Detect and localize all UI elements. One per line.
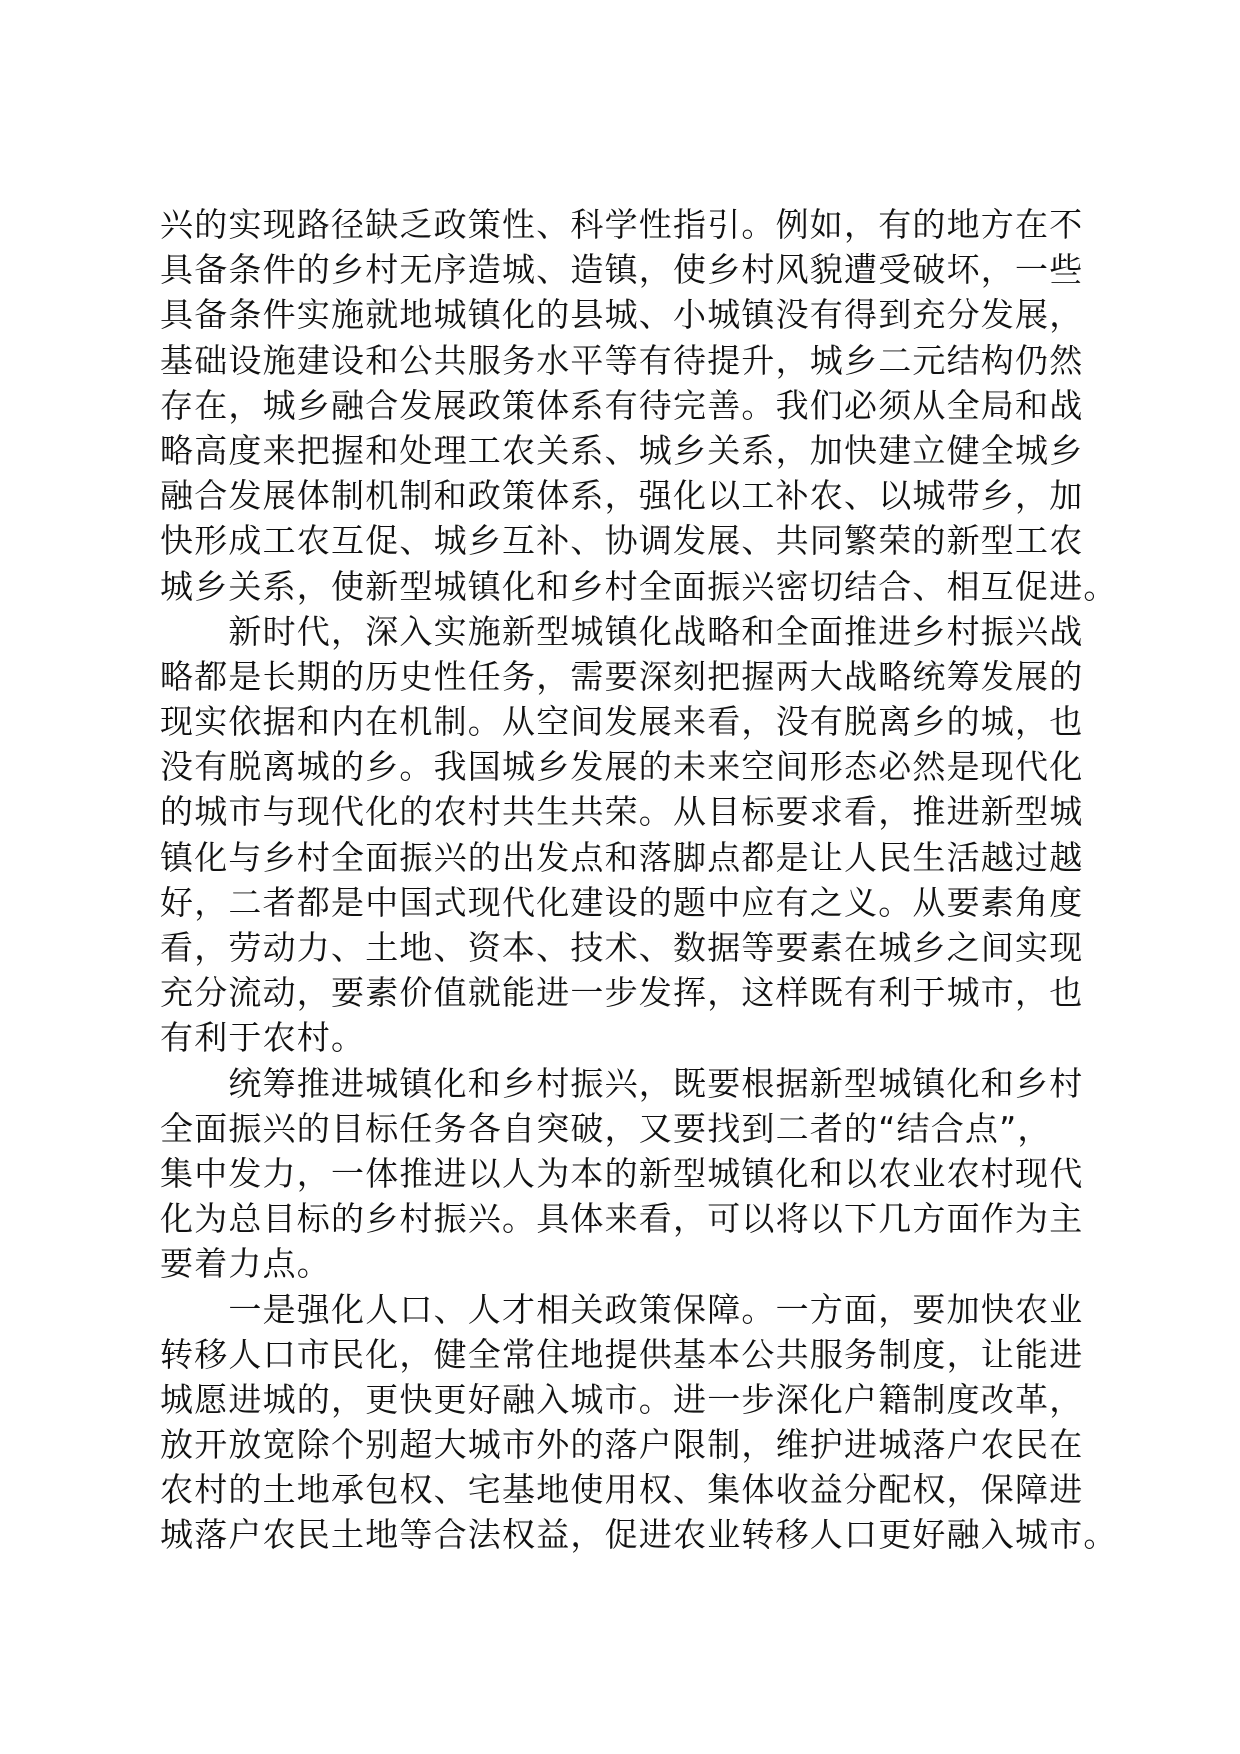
paragraph [160, 609, 1100, 1061]
text-line: 要着力点。 [160, 1244, 331, 1284]
text-line: 化为总目标的乡村振兴。具体来看，可以将以下几方面作为主 [160, 1199, 1084, 1239]
text-line: 没有脱离城的乡。我国城乡发展的未来空间形态必然是现代化 [160, 747, 1084, 787]
text-line: 具备条件的乡村无序造城、造镇，使乡村风貌遭受破坏，一些 [160, 250, 1084, 290]
text-line: 看，劳动力、土地、资本、技术、数据等要素在城乡之间实现 [160, 928, 1084, 967]
text-line: 好，二者都是中国式现代化建设的题中应有之义。从要素角度 [160, 882, 1084, 922]
text-line: 集中发力，一体推进以人为本的新型城镇化和以农业农村现代 [160, 1153, 1084, 1193]
paragraph [160, 1061, 1100, 1287]
document-body [160, 202, 1118, 1558]
text-line: 城乡关系，使新型城镇化和乡村全面振兴密切结合、相互促进。 [160, 566, 1118, 606]
text-line: 的城市与现代化的农村共生共荣。从目标要求看，推进新型城 [160, 792, 1084, 832]
text-line: 现实依据和内在机制。从空间发展来看，没有脱离乡的城，也 [160, 702, 1084, 742]
text-line: 存在，城乡融合发展政策体系有待完善。我们必须从全局和战 [160, 385, 1084, 425]
text-line: 镇化与乡村全面振兴的出发点和落脚点都是让人民生活越过越 [160, 837, 1084, 877]
text-line: 充分流动，要素价值就能进一步发挥，这样既有利于城市，也 [160, 973, 1084, 1013]
text-line: 具备条件实施就地城镇化的县城、小城镇没有得到充分发展， [160, 295, 1084, 335]
text-line: 新时代，深入实施新型城镇化战略和全面推进乡村振兴战 [160, 611, 1084, 651]
text-line: 统筹推进城镇化和乡村振兴，既要根据新型城镇化和乡村 [160, 1063, 1084, 1103]
text-line: 城愿进城的，更快更好融入城市。进一步深化户籍制度改革， [160, 1379, 1084, 1419]
text-line: 放开放宽除个别超大城市外的落户限制，维护进城落户农民在 [160, 1425, 1084, 1465]
text-line: 城落户农民土地等合法权益，促进农业转移人口更好融入城市。 [160, 1515, 1118, 1555]
paragraph [160, 1287, 1118, 1558]
text-line: 一是强化人口、人才相关政策保障。一方面，要加快农业 [160, 1289, 1084, 1329]
text-line: 略高度来把握和处理工农关系、城乡关系，加快建立健全城乡 [160, 430, 1084, 470]
text-line: 有利于农村。 [160, 1018, 366, 1058]
text-line: 农村的土地承包权、宅基地使用权、集体收益分配权，保障进 [160, 1470, 1084, 1510]
text-line: 基础设施建设和公共服务水平等有待提升，城乡二元结构仍然 [160, 340, 1084, 380]
text-line: 全面振兴的目标任务各自突破，又要找到二者的“结合点”， [160, 1108, 1052, 1148]
paragraph [160, 202, 1118, 609]
text-line: 融合发展体制机制和政策体系，强化以工补农、以城带乡，加 [160, 476, 1084, 516]
text-line: 快形成工农互促、城乡互补、协调发展、共同繁荣的新型工农 [160, 521, 1084, 561]
text-line: 转移人口市民化，健全常住地提供基本公共服务制度，让能进 [160, 1334, 1084, 1374]
text-line: 略都是长期的历史性任务，需要深刻把握两大战略统筹发展的 [160, 656, 1084, 696]
text-line: 兴的实现路径缺乏政策性、科学性指引。例如，有的地方在不 [160, 205, 1084, 244]
